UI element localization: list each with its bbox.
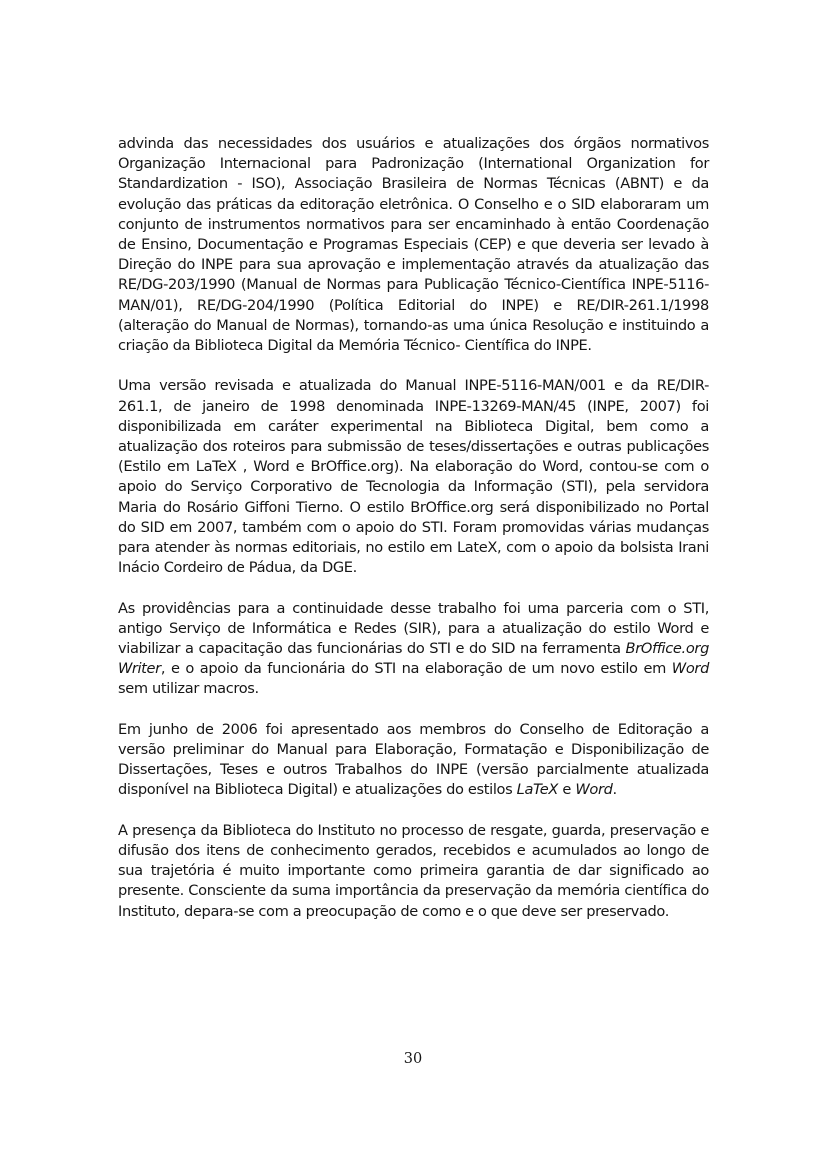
paragraph-2 [118, 376, 709, 578]
paragraph-5 [118, 821, 709, 922]
paragraph-3-text-2: , e o apoio da funcionária do STI na elaboração de um novo estilo em [160, 660, 672, 678]
paragraph-4-text-3: . [612, 781, 617, 799]
paragraph-5-text: A presença da Biblioteca do Instituto no processo de resgate, guarda, preservação e difusão dos itens de conhecimento gerados, recebidos e acumulados ao longo de sua trajetória é muito importante como primeira garantia de dar significado ao presente. Consciente da suma importância da preservação da memória científica do Instituto, depara-se com a preocupação de como e o que deve ser preservado. [118, 821, 709, 920]
paragraph-3 [118, 599, 709, 700]
paragraph-1 [118, 134, 709, 356]
paragraph-4-italic-latex: LaTeX [516, 781, 559, 799]
paragraph-3-italic-word: Word [671, 660, 709, 678]
paragraph-1-text: advinda das necessidades dos usuários e atualizações dos órgãos normativos Organização Internacional para Padronização (International Organization for Standardization - ISO), Associação Brasileira de Normas Técnicas (ABNT) e da evolução das práticas da editoração eletrônica. O Conselho e o SID elaboraram um conjunto de instrumentos normativos para ser encaminhado à então Coordenação de Ensino, Documentação e Programas Especiais (CEP) e que deveria ser levado à Direção do INPE para sua aprovação e implementação através da atualização das RE/DG-203/1990 (Manual de Normas para Publicação Técnico-Científica INPE-5116-MAN/01), RE/DG-204/1990 (Política Editorial do INPE) e RE/DIR-261.1/1998 (alteração do Manual de Normas), tornando-as uma única Resolução e instituindo a criação da Biblioteca Digital da Memória Técnico- Científica do INPE. [118, 135, 709, 355]
paragraph-4-italic-word: Word [575, 781, 613, 799]
paragraph-3-text-1: As providências para a continuidade desse trabalho foi uma parceria com o STI, antigo Serviço de Informática e Redes (SIR), para a atualização do estilo Word e viabilizar a capacitação das funcionárias do STI e do SID na ferramenta [118, 599, 709, 658]
body-text [118, 134, 709, 922]
paragraph-4-text-2: e [558, 781, 576, 799]
paragraph-3-italic-broffice-writer: BrOffice.org Writer [118, 640, 709, 678]
paragraph-2-text: Uma versão revisada e atualizada do Manual INPE-5116-MAN/001 e da RE/DIR-261.1, de janeiro de 1998 denominada INPE-13269-MAN/45 (INPE, 2007) foi disponibilizada em caráter experimental na Biblioteca Digital, bem como a atualização dos roteiros para submissão de teses/dissertações e outras publicações (Estilo em LaTeX , Word e BrOffice.org). Na elaboração do Word, contou-se com o apoio do Serviço Corporativo de Tecnologia da Informação (STI), pela servidora Maria do Rosário Giffoni Tierno. O estilo BrOffice.org será disponibilizado no Portal do SID em 2007, também com o apoio do STI. Foram promovidas várias mudanças para atender às normas editoriais, no estilo em LateX, com o apoio da bolsista Irani Inácio Cordeiro de Pádua, da DGE. [118, 377, 709, 577]
paragraph-3-text-3: sem utilizar macros. [118, 680, 259, 698]
paragraph-4 [118, 720, 709, 801]
paragraph-4-text-1: Em junho de 2006 foi apresentado aos membros do Conselho de Editoração a versão preliminar do Manual para Elaboração, Formatação e Disponibilização de Dissertações, Teses e outros Trabalhos do INPE (versão parcialmente atualizada disponível na Biblioteca Digital) e atualizações do estilos [118, 720, 709, 799]
page-number: 30 [403, 1051, 423, 1067]
